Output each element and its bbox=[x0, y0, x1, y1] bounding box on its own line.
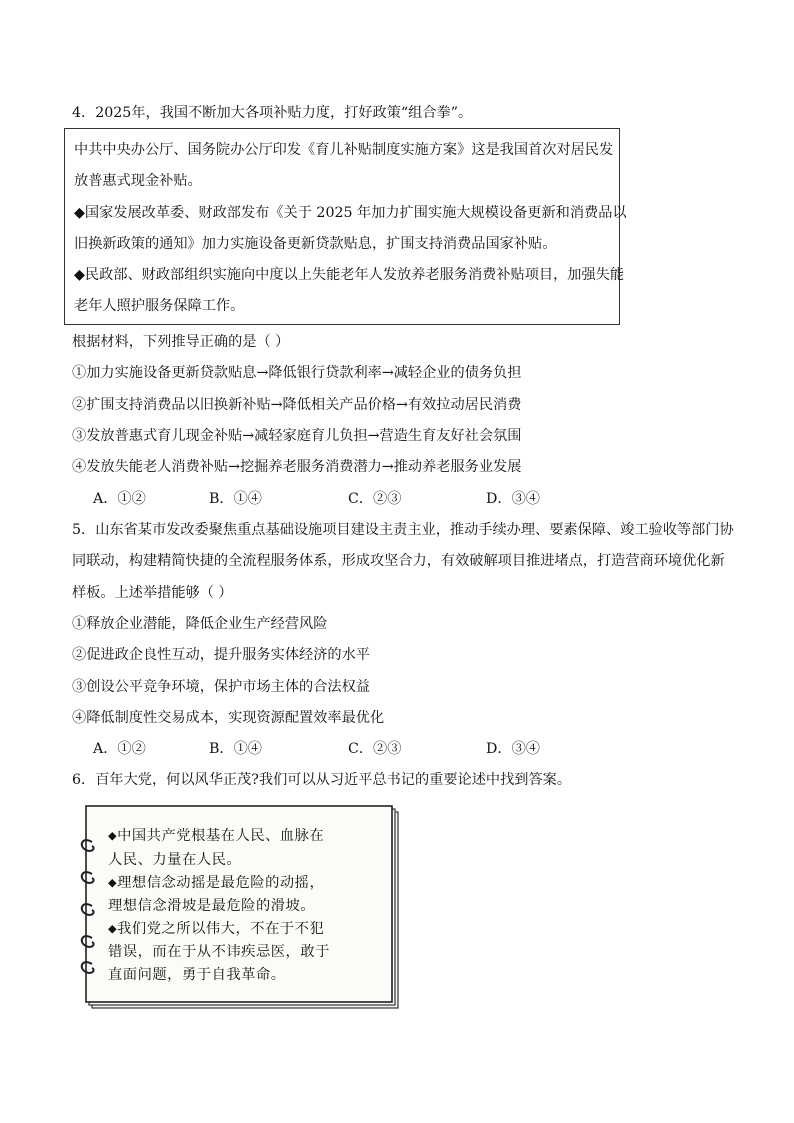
q4-item-4: ④发放失能老人消费补贴→挖掘养老服务消费潜力→推动养老服务业发展 bbox=[72, 459, 522, 475]
q4-item-3: ③发放普惠式育儿现金补贴→减轻家庭育儿负担→营造生育友好社会氛围 bbox=[72, 428, 522, 444]
q5-item-3: ③创设公平竞争环境，保护市场主体的合法权益 bbox=[72, 679, 370, 695]
q4-material-line: 放普惠式现金补贴。 bbox=[74, 173, 202, 189]
q4-material-line: 老年人照护服务保障工作。 bbox=[74, 298, 245, 314]
notebook-line: 错误，而在于从不讳疾忌医，敢于 bbox=[108, 944, 330, 960]
q4-option-d[interactable]: D．③④ bbox=[486, 491, 540, 507]
q4-item-2: ②扩围支持消费品以旧换新补贴→降低相关产品价格→有效拉动居民消费 bbox=[72, 397, 522, 413]
q4-material-line: 中共中央办公厅、国务院办公厅印发《育儿补贴制度实施方案》这是我国首次对居民发 bbox=[74, 142, 614, 158]
q5-option-b[interactable]: B．①④ bbox=[209, 741, 262, 757]
q4-option-b[interactable]: B．①④ bbox=[209, 491, 262, 507]
q5-option-c[interactable]: C．②③ bbox=[348, 741, 402, 757]
notebook-line: ◆我们党之所以伟大，不在于不犯 bbox=[108, 921, 325, 937]
q5-option-a[interactable]: A．①② bbox=[93, 741, 146, 757]
q5-item-1: ①释放企业潜能，降低企业生产经营风险 bbox=[72, 616, 328, 632]
q4-material-line: ◆国家发展改革委、财政部发布《关于 2025 年加力扩围实施大规模设备更新和消费品以 bbox=[74, 205, 627, 221]
notebook-line: ◆中国共产党根基在人民、血脉在 bbox=[108, 828, 325, 844]
q5-title-line: 5．山东省某市发改委聚焦重点基础设施项目建设主责主业，推动手续办理、要素保障、竣工验收等部门协 bbox=[72, 522, 734, 538]
q5-title-line: 样板。上述举措能够（ ） bbox=[72, 585, 233, 601]
q4-material-line: ◆民政部、财政部组织实施向中度以上失能老年人发放养老服务消费补贴项目，加强失能 bbox=[74, 267, 625, 283]
q4-option-c[interactable]: C．②③ bbox=[348, 491, 402, 507]
q4-item-1: ①加力实施设备更新贷款贴息→降低银行贷款利率→减轻企业的债务负担 bbox=[72, 365, 522, 381]
q5-item-4: ④降低制度性交易成本，实现资源配置效率最优化 bbox=[72, 710, 385, 726]
notebook-line: ◆理想信念动摇是最危险的动摇， bbox=[108, 875, 325, 891]
q4-title: 4．2025年，我国不断加大各项补贴力度，打好政策“组合拳”。 bbox=[72, 105, 473, 121]
q4-option-a[interactable]: A．①② bbox=[93, 491, 146, 507]
q4-material-box bbox=[64, 128, 627, 325]
q5-title-line: 同联动，构建精简快捷的全流程服务体系，形成攻坚合力，有效破解项目推进堵点，打造营商环境优化新 bbox=[72, 553, 725, 569]
notebook-line: 理想信念滑坡是最危险的滑坡。 bbox=[108, 898, 316, 914]
notebook-line: 直面问题，勇于自我革命。 bbox=[108, 967, 286, 983]
q5-option-d[interactable]: D．③④ bbox=[486, 741, 540, 757]
notebook-line: 人民、力量在人民。 bbox=[108, 852, 242, 868]
q6-title: 6．百年大党，何以风华正茂?我们可以从习近平总书记的重要论述中找到答案。 bbox=[72, 772, 572, 788]
q4-stem: 根据材料，下列推导正确的是（ ） bbox=[72, 334, 290, 350]
q4-material-line: 旧换新政策的通知》加力实施设备更新贷款贴息，扩围支持消费品国家补贴。 bbox=[74, 236, 557, 252]
q5-item-2: ②促进政企良性互动，提升服务实体经济的水平 bbox=[72, 647, 370, 663]
